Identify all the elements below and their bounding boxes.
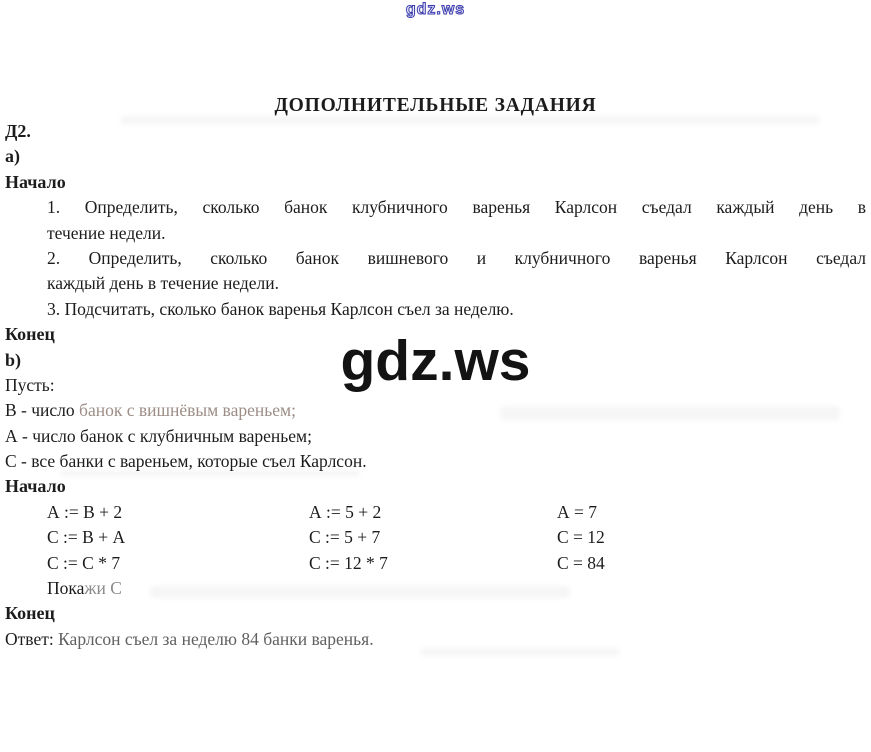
algorithm-step-result: С = 84 (557, 552, 605, 573)
task-number-label: Д2. (5, 121, 31, 141)
scan-noise (500, 406, 840, 420)
end-label-2: Конец (5, 603, 55, 624)
begin-label-1: Начало (5, 171, 66, 192)
algorithm-row-1 (47, 500, 866, 525)
gdzws-top-watermark: gdz.ws (405, 1, 466, 18)
part-a-label: a) (5, 146, 20, 167)
let-label: Пусть: (5, 374, 55, 395)
algorithm-step-substituted: А := 5 + 2 (309, 501, 382, 522)
algorithm-row-3 (47, 551, 866, 576)
algorithm-row-2 (47, 525, 866, 550)
task1-line2: течение недели. (47, 222, 166, 243)
page-title: ДОПОЛНИТЕЛЬНЫЕ ЗАДАНИЯ (274, 95, 597, 116)
algorithm-step-general: С := С * 7 (47, 552, 121, 573)
definition-a: А - число банок с клубничным вареньем; (5, 425, 312, 446)
algorithm-step-general: С := В + А (47, 527, 126, 548)
answer-text: Карлсон съел за неделю 84 банки варенья. (58, 628, 374, 649)
scan-noise (60, 470, 360, 476)
part-b-label: b) (5, 349, 22, 370)
definition-c: С - все банки с вареньем, которые съел Карлсон. (5, 451, 367, 472)
show-command-lead: Пока (47, 578, 85, 599)
scan-noise (150, 586, 570, 598)
gdzws-center-watermark: gdz.ws (340, 329, 531, 393)
algorithm-step-result: А = 7 (557, 501, 598, 522)
algorithm-step-general: А := В + 2 (47, 501, 123, 522)
begin-label-2: Начало (5, 476, 66, 497)
algorithm-step-result: С = 12 (557, 527, 605, 548)
algorithm-step-substituted: С := 12 * 7 (309, 552, 388, 573)
task2-line1: 2. Определить, сколько банок вишневого и клубничного варенья Карлсон съедал (47, 247, 866, 268)
end-label-1: Конец (5, 324, 55, 345)
scan-noise (420, 648, 620, 656)
show-command-tail: жи С (84, 578, 122, 599)
algorithm-step-substituted: С := 5 + 7 (309, 527, 381, 548)
task1-line1: 1. Определить, сколько банок клубничного варенья Карлсон съедал каждый день в (47, 197, 866, 218)
task3-line: 3. Подсчитать, сколько банок варенья Карлсон съел за неделю. (47, 298, 514, 319)
answer-lead: Ответ: (5, 628, 59, 649)
definition-b-lead: В - число (5, 400, 80, 421)
document-content (5, 0, 866, 652)
task2-line2: каждый день в течение недели. (47, 273, 279, 294)
definition-b-faded: банок с вишнёвым вареньем; (79, 400, 296, 421)
scan-noise (120, 116, 820, 124)
